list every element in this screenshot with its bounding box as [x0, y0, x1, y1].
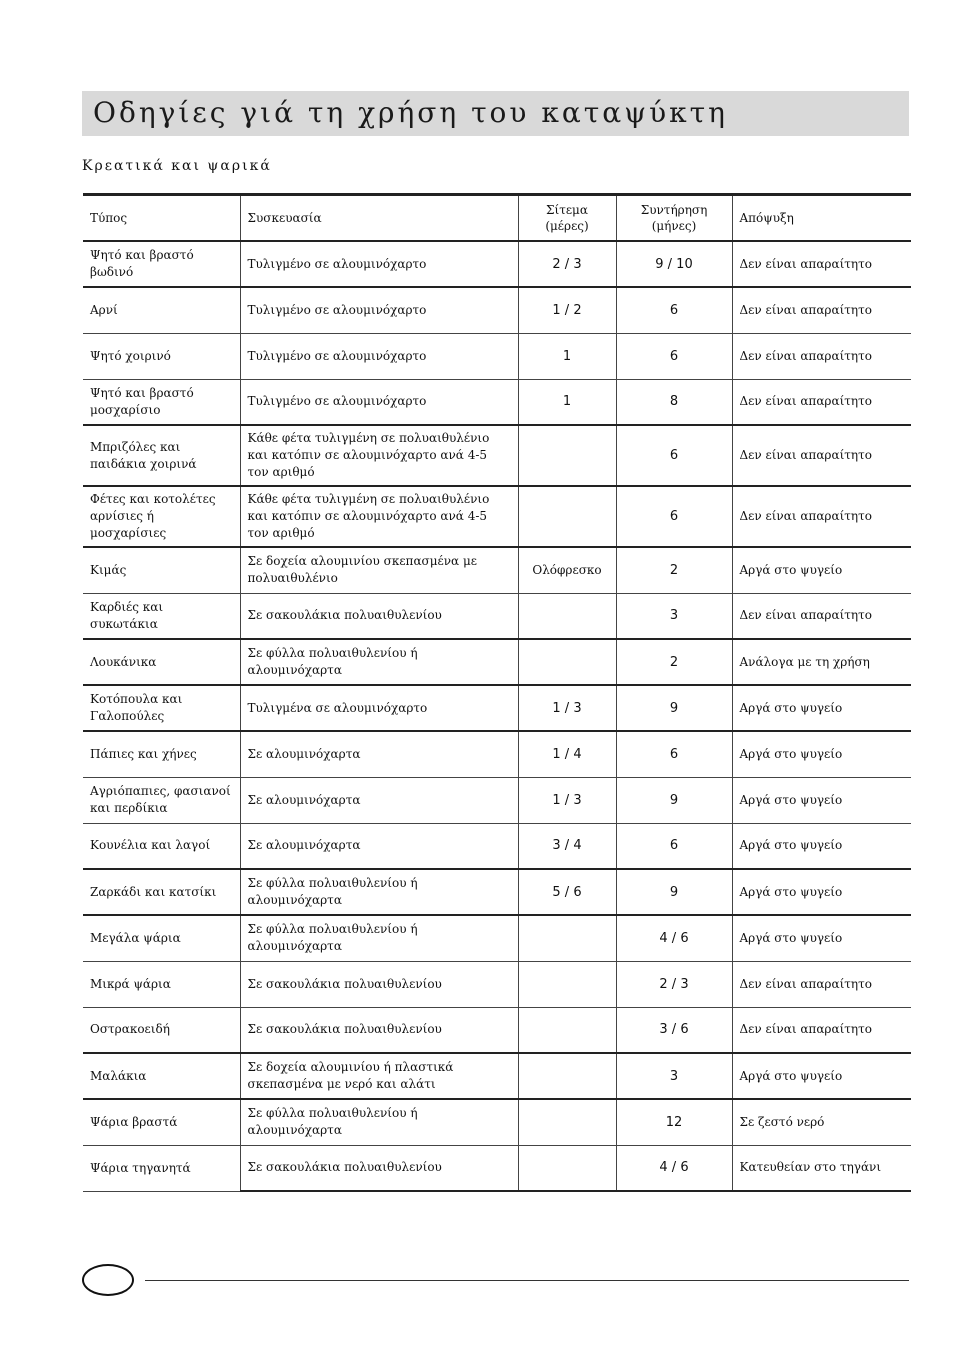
- cell-aging: 1 / 3: [518, 685, 616, 731]
- cell-type: Λουκάνικα: [83, 639, 240, 685]
- cell-aging: 1 / 2: [518, 287, 616, 333]
- cell-packaging: Σε σακουλάκια πολυαιθυλενίου: [240, 1145, 518, 1191]
- cell-aging: 1 / 4: [518, 731, 616, 777]
- table-row: [83, 915, 911, 961]
- cell-type: Ψητό και βραστό μοσχαρίσιο: [83, 379, 240, 425]
- page-title: Οδηγίες γιά τη χρήση του καταψύκτη: [93, 96, 728, 129]
- table-row: [83, 593, 911, 639]
- cell-defrost: Δεν είναι απαραίτητο: [732, 593, 911, 639]
- cell-type: Κοτόπουλα και Γαλοπούλες: [83, 685, 240, 731]
- cell-packaging: Σε φύλλα πολυαιθυλενίου ή αλουμινόχαρτα: [240, 915, 518, 961]
- cell-type: Ψάρια βραστά: [83, 1099, 240, 1145]
- cell-type: Καρδιές και συκωτάκια: [83, 593, 240, 639]
- cell-type: Αγριόπαπιες, φασιανοί και περδίκια: [83, 777, 240, 823]
- table-row: [83, 869, 911, 915]
- cell-type: Αρνί: [83, 287, 240, 333]
- cell-type: Μεγάλα ψάρια: [83, 915, 240, 961]
- table-row: [83, 731, 911, 777]
- cell-defrost: Αργά στο ψυγείο: [732, 731, 911, 777]
- cell-storage: 6: [616, 425, 732, 486]
- table-row: [83, 241, 911, 287]
- cell-packaging: Τυλιγμένο σε αλουμινόχαρτο: [240, 241, 518, 287]
- cell-aging: 1: [518, 333, 616, 379]
- cell-aging: [518, 1053, 616, 1099]
- cell-storage: 3: [616, 593, 732, 639]
- cell-storage: 6: [616, 823, 732, 869]
- table-row: [83, 777, 911, 823]
- cell-packaging: Σε σακουλάκια πολυαιθυλενίου: [240, 961, 518, 1007]
- cell-packaging: Σε φύλλα πολυαιθυλενίου ή αλουμινόχαρτα: [240, 869, 518, 915]
- table-row: [83, 287, 911, 333]
- cell-type: Κουνέλια και λαγοί: [83, 823, 240, 869]
- cell-storage: 9 / 10: [616, 241, 732, 287]
- cell-defrost: Δεν είναι απαραίτητο: [732, 961, 911, 1007]
- table-row: [83, 333, 911, 379]
- cell-storage: 6: [616, 333, 732, 379]
- column-header-packaging: Συσκευασία: [240, 195, 518, 242]
- cell-defrost: Ανάλογα με τη χρήση: [732, 639, 911, 685]
- column-header-defrost: Απόψυξη: [732, 195, 911, 242]
- cell-aging: [518, 486, 616, 547]
- cell-type: Πάπιες και χήνες: [83, 731, 240, 777]
- cell-packaging: Σε φύλλα πολυαιθυλενίου ή αλουμινόχαρτα: [240, 1099, 518, 1145]
- cell-aging: 2 / 3: [518, 241, 616, 287]
- table-header-row: [83, 195, 911, 242]
- cell-defrost: Κατευθείαν στο τηγάνι: [732, 1145, 911, 1191]
- cell-storage: 12: [616, 1099, 732, 1145]
- cell-aging: [518, 1099, 616, 1145]
- column-header-aging: Σίτεμα (μέρες): [518, 195, 616, 242]
- cell-type: Μικρά ψάρια: [83, 961, 240, 1007]
- cell-type: Ψάρια τηγανητά: [83, 1145, 240, 1191]
- cell-type: Φέτες και κοτολέτες αρνίσιες ή μοσχαρίσιες: [83, 486, 240, 547]
- table-row: [83, 1145, 911, 1191]
- cell-storage: 3: [616, 1053, 732, 1099]
- cell-packaging: Σε σακουλάκια πολυαιθυλενίου: [240, 593, 518, 639]
- table-row: [83, 547, 911, 593]
- table-row: [83, 1053, 911, 1099]
- table-row: [83, 379, 911, 425]
- table-row: [83, 1007, 911, 1053]
- cell-defrost: Δεν είναι απαραίτητο: [732, 287, 911, 333]
- cell-defrost: Δεν είναι απαραίτητο: [732, 1007, 911, 1053]
- cell-aging: [518, 915, 616, 961]
- table-row: [83, 961, 911, 1007]
- cell-aging: Ολόφρεσκο: [518, 547, 616, 593]
- table-body: [83, 241, 911, 1191]
- cell-defrost: Αργά στο ψυγείο: [732, 915, 911, 961]
- cell-aging: [518, 593, 616, 639]
- cell-packaging: Σε δοχεία αλουμινίου σκεπασμένα με πολυαιθυλένιο: [240, 547, 518, 593]
- cell-defrost: Δεν είναι απαραίτητο: [732, 425, 911, 486]
- cell-packaging: Κάθε φέτα τυλιγμένη σε πολυαιθυλένιο και κατόπιν σε αλουμινόχαρτο ανά 4-5 τον αριθμό: [240, 425, 518, 486]
- cell-defrost: Αργά στο ψυγείο: [732, 869, 911, 915]
- cell-aging: 5 / 6: [518, 869, 616, 915]
- cell-defrost: Αργά στο ψυγείο: [732, 547, 911, 593]
- cell-storage: 9: [616, 685, 732, 731]
- cell-defrost: Αργά στο ψυγείο: [732, 685, 911, 731]
- footer-divider: [145, 1280, 909, 1281]
- cell-type: Ζαρκάδι και κατσίκι: [83, 869, 240, 915]
- cell-aging: 3 / 4: [518, 823, 616, 869]
- cell-aging: [518, 1007, 616, 1053]
- cell-storage: 6: [616, 287, 732, 333]
- cell-storage: 2: [616, 639, 732, 685]
- cell-storage: 4 / 6: [616, 915, 732, 961]
- cell-defrost: Αργά στο ψυγείο: [732, 777, 911, 823]
- table-row: [83, 685, 911, 731]
- cell-type: Μαλάκια: [83, 1053, 240, 1099]
- cell-defrost: Δεν είναι απαραίτητο: [732, 333, 911, 379]
- cell-defrost: Δεν είναι απαραίτητο: [732, 241, 911, 287]
- cell-defrost: Αργά στο ψυγείο: [732, 1053, 911, 1099]
- cell-defrost: Δεν είναι απαραίτητο: [732, 486, 911, 547]
- cell-packaging: Σε φύλλα πολυαιθυλενίου ή αλουμινόχαρτα: [240, 639, 518, 685]
- cell-storage: 3 / 6: [616, 1007, 732, 1053]
- table-row: [83, 425, 911, 486]
- cell-aging: [518, 1145, 616, 1191]
- cell-type: Κιμάς: [83, 547, 240, 593]
- cell-packaging: Σε αλουμινόχαρτα: [240, 777, 518, 823]
- cell-storage: 2 / 3: [616, 961, 732, 1007]
- cell-type: Μπριζόλες και παιδάκια χοιρινά: [83, 425, 240, 486]
- page-number-oval: [82, 1264, 134, 1296]
- cell-type: Οστρακοειδή: [83, 1007, 240, 1053]
- cell-storage: 8: [616, 379, 732, 425]
- cell-packaging: Τυλιγμένα σε αλουμινόχαρτο: [240, 685, 518, 731]
- cell-defrost: Αργά στο ψυγείο: [732, 823, 911, 869]
- cell-packaging: Σε αλουμινόχαρτα: [240, 823, 518, 869]
- freezer-guide-table: [83, 193, 911, 1192]
- cell-aging: [518, 425, 616, 486]
- cell-defrost: Σε ζεστό νερό: [732, 1099, 911, 1145]
- cell-defrost: Δεν είναι απαραίτητο: [732, 379, 911, 425]
- cell-type: Ψητό και βραστό βωδινό: [83, 241, 240, 287]
- cell-storage: 4 / 6: [616, 1145, 732, 1191]
- cell-type: Ψητό χοιρινό: [83, 333, 240, 379]
- cell-storage: 6: [616, 731, 732, 777]
- table-row: [83, 639, 911, 685]
- column-header-storage: Συντήρηση (μήνες): [616, 195, 732, 242]
- cell-packaging: Τυλιγμένο σε αλουμινόχαρτο: [240, 287, 518, 333]
- cell-packaging: Σε δοχεία αλουμινίου ή πλαστικά σκεπασμένα με νερό και αλάτι: [240, 1053, 518, 1099]
- table-row: [83, 1099, 911, 1145]
- cell-packaging: Σε σακουλάκια πολυαιθυλενίου: [240, 1007, 518, 1053]
- cell-storage: 9: [616, 777, 732, 823]
- table-row: [83, 823, 911, 869]
- table-row: [83, 486, 911, 547]
- cell-storage: 9: [616, 869, 732, 915]
- cell-aging: 1 / 3: [518, 777, 616, 823]
- cell-aging: [518, 961, 616, 1007]
- cell-packaging: Τυλιγμένο σε αλουμινόχαρτο: [240, 333, 518, 379]
- cell-aging: [518, 639, 616, 685]
- cell-packaging: Τυλιγμένο σε αλουμινόχαρτο: [240, 379, 518, 425]
- cell-aging: 1: [518, 379, 616, 425]
- title-bar: [82, 91, 909, 136]
- cell-storage: 2: [616, 547, 732, 593]
- cell-storage: 6: [616, 486, 732, 547]
- section-subtitle: Κρεατικά και ψαρικά: [82, 158, 272, 174]
- cell-packaging: Κάθε φέτα τυλιγμένη σε πολυαιθυλένιο και κατόπιν σε αλουμινόχαρτο ανά 4-5 τον αριθμό: [240, 486, 518, 547]
- cell-packaging: Σε αλουμινόχαρτα: [240, 731, 518, 777]
- column-header-type: Τύπος: [83, 195, 240, 242]
